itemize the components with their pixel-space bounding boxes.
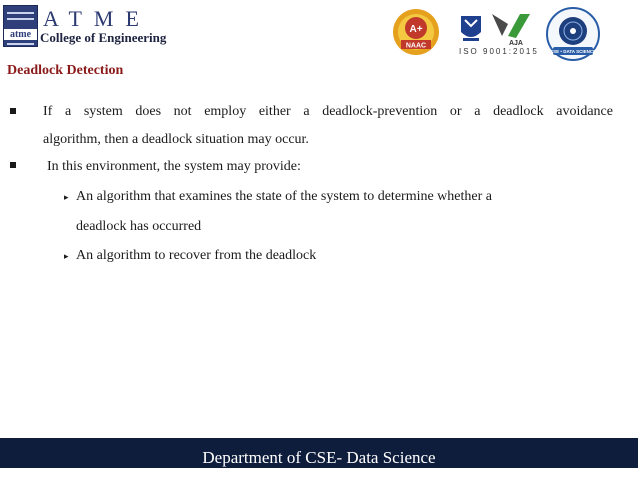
dept-seal-icon bbox=[545, 6, 601, 62]
brand-subtitle: College of Engineering bbox=[40, 30, 167, 45]
footer-strip bbox=[0, 468, 638, 478]
bullet-2-line-1: In this environment, the system may provide: bbox=[47, 159, 301, 174]
naac-badge-icon bbox=[392, 8, 440, 56]
sub-item-1-line-1: An algorithm that examines the state of the system to determine whether a bbox=[76, 189, 492, 204]
bullet-1-line-1: If a system does not employ either a deadlock-prevention or a deadlock avoidance bbox=[43, 104, 613, 119]
college-logo bbox=[3, 5, 38, 47]
bullet-marker bbox=[10, 108, 16, 114]
logo-word: atme bbox=[4, 29, 37, 40]
sub-item-1-line-2: deadlock has occurred bbox=[76, 219, 202, 234]
sub-arrow-icon: ▸ bbox=[64, 251, 69, 261]
sub-arrow-icon: ▸ bbox=[64, 192, 69, 202]
ukas-badge-icon bbox=[459, 14, 483, 44]
header bbox=[0, 0, 638, 60]
page-title: Deadlock Detection bbox=[7, 63, 124, 78]
naac-label: NAAC bbox=[405, 42, 427, 50]
brand-letters: ATME bbox=[43, 6, 151, 31]
footer-text: Department of CSE- Data Science bbox=[202, 448, 436, 467]
iso-text: ISO 9001:2015 bbox=[459, 47, 539, 56]
sub-item-2-line-1: An algorithm to recover from the deadlock bbox=[76, 248, 317, 263]
bullet-marker bbox=[10, 162, 16, 168]
bullet-1-line-2: algorithm, then a deadlock situation may occur. bbox=[43, 132, 309, 147]
footer-bar bbox=[0, 438, 638, 468]
naac-grade: A+ bbox=[409, 24, 423, 35]
aja-badge-icon bbox=[488, 10, 534, 46]
aja-label: AJA bbox=[508, 40, 524, 46]
dept-badge-label: CSE • DATA SCIENCE bbox=[549, 49, 597, 54]
